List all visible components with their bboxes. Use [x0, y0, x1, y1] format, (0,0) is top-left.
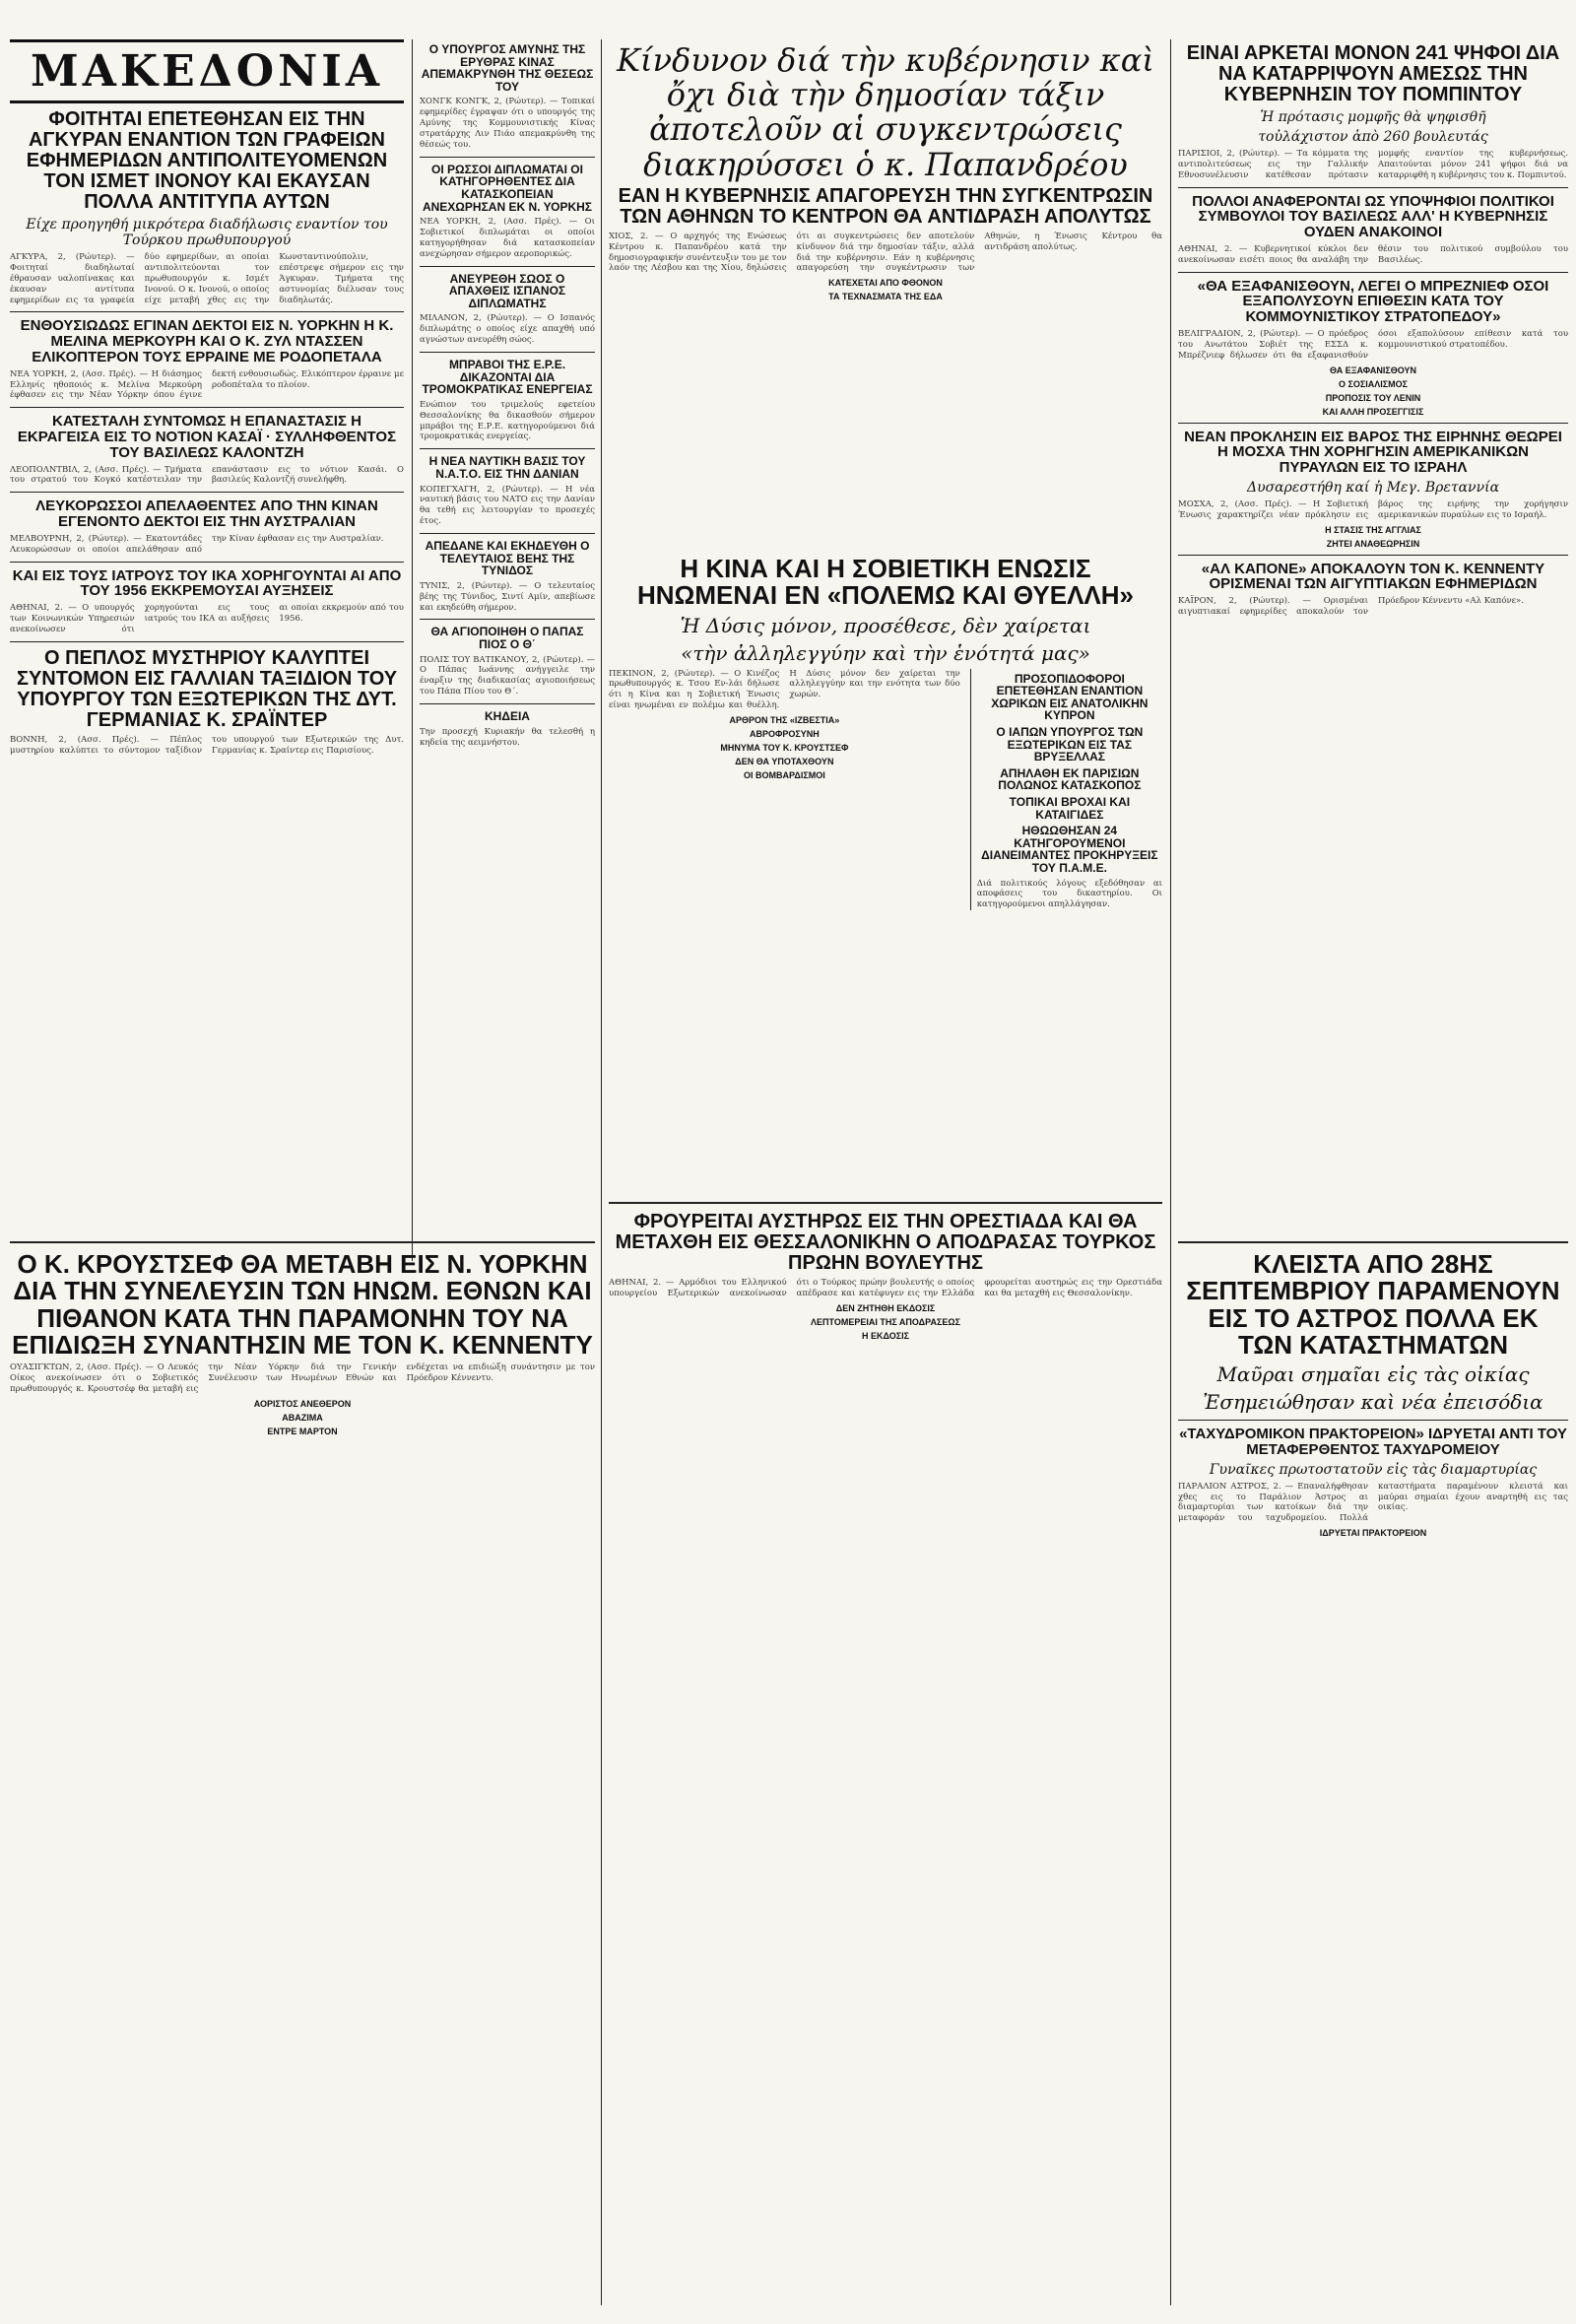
- section-label: ΙΔΡΥΕΤΑΙ ΠΡΑΚΤΟΡΕΙΟΝ: [1319, 1528, 1427, 1539]
- headline-al-capone: «ΑΛ ΚΑΠΟΝΕ» ΑΠΟΚΑΛΟΥΝ ΤΟΝ Κ. ΚΕΝΝΕΝΤΥ ΟΡΙΣΜΕΝΑΙ ΤΩΝ ΑΙΓΥΠΤΙΑΚΩΝ ΕΦΗΜΕΡΙΔΩΝ: [1201, 560, 1545, 593]
- section-label: ΚΑΤΕΧΕΤΑΙ ΑΠΟ ΦΘΟΝΟΝ: [828, 278, 943, 289]
- headline-white-russians: ΛΕΥΚΟΡΩΣΣΟΙ ΑΠΕΛΑΘΕΝΤΕΣ ΑΠΟ ΤΗΝ ΚΙΝΑΝ ΕΓΕΝΟΝΤΟ ΔΕΚΤΟΙ ΕΙΣ ΤΗΝ ΑΥΣΤΡΑΛΙΑΝ: [35, 498, 378, 530]
- headline-pompidou: ΕΙΝΑΙ ΑΡΚΕΤΑΙ ΜΟΝΟΝ 241 ΨΗΦΟΙ ΔΙΑ ΝΑ ΚΑΤΑΡΡΙΨΟΥΝ ΑΜΕΣΩΣ ΤΗΝ ΚΥΒΕΡΝΗΣΙΝ ΤΟΥ ΠΟΜΠΙΝΤΟΥ: [1186, 42, 1560, 105]
- article-body: ΤΥΝΙΣ, 2, (Ρώυτερ). — Ο τελευταίος βέης της Τύνιδος, Σιντί Αμίν, απεβίωσε και εκηδεύθη σήμερον.: [420, 580, 595, 613]
- headline-pope-pius: ΘΑ ΑΓΙΟΠΟΙΗΘΗ Ο ΠΑΠΑΣ ΠΙΟΣ Ο Θ΄: [430, 625, 584, 651]
- subheadline-black-flags: Μαῦραι σημαῖαι εἰς τὰς οἰκίας: [1216, 1362, 1530, 1387]
- headline-brezhnev: «ΘΑ ΕΞΑΦΑΝΙΣΘΟΥΝ, ΛΕΓΕΙ Ο ΜΠΡΕΖΝΙΕΦ ΟΣΟΙ ΕΞΑΠΟΛΥΣΟΥΝ ΕΠΙΘΕΣΙΝ ΚΑΤΑ ΤΟΥ ΚΟΜΜΟΥΝΙΣΤΙΚΟΥ ΣΤΡΑΤΟΠΕΔΟΥ»: [1197, 277, 1549, 326]
- headline-russian-diplomats: ΟΙ ΡΩΣΣΟΙ ΔΙΠΛΩΜΑΤΑΙ ΟΙ ΚΑΤΗΓΟΡΗΘΕΝΤΕΣ ΔΙΑ ΚΑΤΑΣΚΟΠΕΙΑΝ ΑΝΕΧΩΡΗΣΑΝ ΕΚ Ν. ΥΟΡΚΗΣ: [422, 162, 593, 214]
- article-body: Διά πολιτικούς λόγους εξεδόθησαν αι αποφάσεις του δικαστηρίου. Οι κατηγορούμενοι απηλλάγησαν.: [976, 878, 1162, 910]
- headline-lin-piao: Ο ΥΠΟΥΡΓΟΣ ΑΜΥΝΗΣ ΤΗΣ ΕΡΥΘΡΑΣ ΚΙΝΑΣ ΑΠΕΜΑΚΡΥΝΘΗ ΤΗΣ ΘΕΣΕΩΣ ΤΟΥ: [421, 42, 594, 94]
- headline-bey-tunis: ΑΠΕΔΑΝΕ ΚΑΙ ΕΚΗΔΕΥΘΗ Ο ΤΕΛΕΥΤΑΙΟΣ ΒΕΗΣ ΤΗΣ ΤΥΝΙΔΟΣ: [425, 539, 590, 578]
- article-body: ΒΟΝΝΗ, 2, (Ασσ. Πρές). — Πέπλος μυστηρίου καλύπτει το σύντομον ταξίδιον του υπουργού των Εξωτερικών της Δυτ. Γερμανίας κ. Σραίντερ εις Παρισίους.: [10, 734, 404, 756]
- section-label: Ο ΣΟΣΙΑΛΙΣΜΟΣ: [1338, 378, 1409, 389]
- section-label: ΛΕΠΤΟΜΕΡΕΙΑΙ ΤΗΣ ΑΠΟΔΡΑΣΕΩΣ: [811, 1316, 960, 1327]
- section-label: Η ΕΚΔΟΣΙΣ: [861, 1330, 910, 1341]
- subheadline-papandreou: ΕΑΝ Η ΚΥΒΕΡΝΗΣΙΣ ΑΠΑΓΟΡΕΥΣΗ ΤΗΝ ΣΥΓΚΕΝΤΡΩΣΙΝ ΤΩΝ ΑΘΗΝΩΝ ΤΟ ΚΕΝΤΡΟΝ ΘΑ ΑΝΤΙΔΡΑΣΗ ΑΠΟΛΥΤΩΣ: [618, 184, 1153, 228]
- astros-article: [1178, 1241, 1568, 2317]
- article-body: ΟΥΑΣΙΓΚΤΩΝ, 2, (Ασσ. Πρές). — Ο Λευκός Οίκος ανεκοίνωσεν ότι ο Σοβιετικός πρωθυπουργός κ. Κρουστσέφ θα μεταβή εις την Νέαν Υόρκην διά την Γενικήν Συνέλευσιν των Ηνωμένων Εθνών και ενδέχεται να επιδιώξη συνάντησιν με τον Πρόεδρον Κέννεντυ.: [10, 1362, 595, 1394]
- article-body: Την προσεχή Κυριακήν θα τελεσθή η κηδεία της αειμνήστου.: [420, 726, 595, 748]
- article-body: ΜΟΣΧΑ, 2, (Ασσ. Πρές). — Η Σοβιετική Ένωσις χαρακτηρίζει νέαν πρόκλησιν εις βάρος της ειρήνης την χορήγησιν αμερικανικών πυραύλων εις το Ισραήλ.: [1178, 498, 1568, 520]
- subheadline-britain: Δυσαρεστήθη καί ἡ Μεγ. Βρεταννία: [1246, 479, 1500, 496]
- headline-spanish-diplomat: ΑΝΕΥΡΕΘΗ ΣΩΟΣ Ο ΑΠΑΧΘΕΙΣ ΙΣΠΑΝΟΣ ΔΙΠΛΩΜΑΤΗΣ: [448, 271, 566, 310]
- headline-nato-base: Η ΝΕΑ ΝΑΥΤΙΚΗ ΒΑΣΙΣ ΤΟΥ Ν.Α.Τ.Ο. ΕΙΣ ΤΗΝ ΔΑΝΙΑΝ: [428, 454, 586, 481]
- article-body: ΒΕΛΙΓΡΑΔΙΟΝ, 2, (Ρώυτερ). — Ο πρόεδρος του Ανωτάτου Σοβιέτ της ΕΣΣΔ κ. Μπρέζνιεφ δήλωσεν ότι θα εξαφανισθούν όσοι εξαπολύσουν επίθεσιν κατά του κομμουνιστικού στρατοπέδου.: [1178, 328, 1568, 361]
- column-rule: [1170, 39, 1171, 2305]
- article-body: ΑΘΗΝΑΙ, 2. — Αρμόδιοι του Ελληνικού υπουργείου Εξωτερικών ανεκοίνωσαν ότι ο Τούρκος πρώην βουλευτής ο οποίος απέδρασε και κατέφυγεν εις την Ελλάδα φρουρείται αυστηρώς εις την Ορεστιάδα και θα μεταχθή εις Θεσσαλονίκην.: [609, 1278, 1162, 1298]
- section-label: ΑΡΘΡΟΝ ΤΗΣ «ΙΖΒΕΣΤΙΑ»: [729, 715, 840, 726]
- column-rule: [412, 39, 413, 1261]
- khrushchev-article: [10, 1241, 595, 2317]
- section-label: ΜΗΝΥΜΑ ΤΟΥ Κ. ΚΡΟΥΣΤΣΕΦ: [720, 743, 849, 754]
- article-body: ΜΕΛΒΟΥΡΝΗ, 2, (Ρώυτερ). — Εκατοντάδες Λευκορώσσων οι οποίοι απελάθησαν από την Κίναν έφθασαν εις την Αυστραλίαν.: [10, 533, 384, 555]
- subheadline-pompidou-2: τοὐλάχιστον ἀπὸ 260 βουλευτάς: [1258, 129, 1488, 145]
- masthead: ΜΑΚΕΔΟΝΙΑ: [10, 39, 404, 103]
- section-label: ΖΗΤΕΙ ΑΝΑΘΕΩΡΗΣΙΝ: [1326, 538, 1420, 549]
- article-body: ΚΟΠΕΓΧΑΓΗ, 2, (Ρώυτερ). — Η νέα ναυτική βάσις του ΝΑΤΟ εις την Δανίαν θα τεθή εις λειτουργίαν το προσεχές έτος.: [420, 484, 595, 527]
- headline-pame: ΗΘΩΩΘΗΣΑΝ 24 ΚΑΤΗΓΟΡΟΥΜΕΝΟΙ ΔΙΑΝΕΙΜΑΝΤΕΣ ΠΡΟΚΗΡΥΞΕΙΣ ΤΟΥ Π.Α.Μ.Ε.: [981, 824, 1158, 875]
- headline-ere: ΜΠΡΑΒΟΙ ΤΗΣ Ε.Ρ.Ε. ΔΙΚΑΖΟΝΤΑΙ ΔΙΑ ΤΡΟΜΟΚΡΑΤΙΚΑΣ ΕΝΕΡΓΕΙΑΣ: [422, 358, 593, 397]
- headline-ika-doctors: ΚΑΙ ΕΙΣ ΤΟΥΣ ΙΑΤΡΟΥΣ ΤΟΥ ΙΚΑ ΧΟΡΗΓΟΥΝΤΑΙ ΑΙ ΑΠΟ ΤΟΥ 1956 ΕΚΚΡΕΜΟΥΣΑΙ ΑΥΞΗΣΕΙΣ: [12, 566, 402, 600]
- section-label: ΔΕΝ ΘΑ ΥΠΟΤΑΧΘΟΥΝ: [735, 757, 834, 767]
- article-body: ΛΕΟΠΟΛΝΤΒΙΛ, 2, (Ασσ. Πρές). — Τμήματα του στρατού του Κογκό κατέστειλαν την επανάστασιν εις το νότιον Κασάι. Ο βασιλεύς Καλοντζή συνελήφθη.: [10, 464, 404, 486]
- headline-japanese-minister: Ο ΙΑΠΩΝ ΥΠΟΥΡΓΟΣ ΤΩΝ ΕΞΩΤΕΡΙΚΩΝ ΕΙΣ ΤΑΣ ΒΡΥΞΕΛΛΑΣ: [996, 724, 1144, 764]
- headline-storms: ΤΟΠΙΚΑΙ ΒΡΟΧΑΙ ΚΑΙ ΚΑΤΑΙΓΙΔΕΣ: [1009, 794, 1131, 822]
- section-label: ΔΕΝ ΖΗΤΗΘΗ ΕΚΔΟΣΙΣ: [835, 1302, 936, 1313]
- subheadline-solidarity: «τὴν ἀλληλεγγύην καὶ τὴν ἑνότητά μας»: [681, 640, 1090, 665]
- headline-funeral: ΚΗΔΕΙΑ: [485, 709, 530, 724]
- headline-china-ussr: Η ΚΙΝΑ ΚΑΙ Η ΣΟΒΙΕΤΙΚΗ ΕΝΩΣΙΣ ΗΝΩΜΕΝΑΙ ΕΝ «ΠΟΛΕΜΩ ΚΑΙ ΘΥΕΛΛΗ»: [636, 554, 1135, 611]
- headline-cyprus: ΠΡΟΣΟΠΙΔΟΦΟΡΟΙ ΕΠΕΤΕΘΗΣΑΝ ΕΝΑΝΤΙΟΝ ΧΩΡΙΚΩΝ ΕΙΣ ΑΝΑΤΟΛΙΚΗΝ ΚΥΠΡΟΝ: [991, 671, 1149, 723]
- article-body: ΧΙΟΣ, 2. — Ο αρχηγός της Ενώσεως Κέντρου κ. Παπανδρέου κατά την δημοσιογραφικήν συνέντευξιν του με τον λαόν της Λέσβου και της Χίου, δηλώσεις ότι αι συγκεντρώσεις δεν αποτελούν κίνδυνον διά την δημοσίαν τάξιν, αλλά διά την κυβέρνησιν. Εάν η κυβέρνησις απαγορεύση την συγκέντρωσιν των Αθηνών, η Ένωσις Κέντρου θα αντιδράση απολύτως.: [609, 231, 1162, 274]
- article-body: ΧΟΝΓΚ ΚΟΝΓΚ, 2, (Ρώυτερ). — Τοπικαί εφημερίδες έγραψαν ότι ο υπουργός της Αμύνης της Κομμουνιστικής Κίνας στρατάρχης Λιν Πιάο απεμακρύνθη της θέσεώς του.: [420, 97, 595, 150]
- section-label: ΑΒΡΟΦΡΟΣΥΝΗ: [749, 729, 820, 740]
- headline-students-ankara: ΦΟΙΤΗΤΑΙ ΕΠΕΤΕΘΗΣΑΝ ΕΙΣ ΤΗΝ ΑΓΚΥΡΑΝ ΕΝΑΝΤΙΟΝ ΤΩΝ ΓΡΑΦΕΙΩΝ ΕΦΗΜΕΡΙΔΩΝ ΑΝΤΙΠΟΛΙΤΕΥΟΜΕΝΩΝ ΤΟΝ ΙΣΜΕΤ ΙΝΟΝΟΥ ΚΑΙ ΕΚΑΥΣΑΝ ΠΟΛΛΑ ΑΝΤΙΤΥΠΑ ΑΥΤΩΝ: [26, 108, 388, 213]
- headline-post-office: «ΤΑΧΥΔΡΟΜΙΚΟΝ ΠΡΑΚΤΟΡΕΙΟΝ» ΙΔΡΥΕΤΑΙ ΑΝΤΙ ΤΟΥ ΜΕΤΑΦΕΡΘΕΝΤΟΣ ΤΑΧΥΔΡΟΜΕΙΟΥ: [1179, 1426, 1567, 1458]
- section-label: ΟΙ ΒΟΜΒΑΡΔΙΣΜΟΙ: [744, 770, 825, 781]
- article-body: ΑΘΗΝΑΙ, 2. — Κυβερνητικοί κύκλοι δεν ανεκοίνωσαν εισέτι ποιος θα αναλάβη την θέσιν του πολιτικού συμβούλου του Βασιλέως.: [1178, 243, 1568, 265]
- article-body: ΠΕΚΙΝΟΝ, 2, (Ρώυτερ). — Ο Κινέζος πρωθυπουργός κ. Τσου Εν-λάι δήλωσε ότι η Κίνα και η Σοβιετική Ένωσις είναι ηνωμέναι εν πολέμω και θυέλλη. Η Δύσις μόνον δεν χαίρεται την αλληλεγγύην και την ενότητα των δύο χωρών.: [609, 668, 960, 711]
- headline-king-advisors: ΠΟΛΛΟΙ ΑΝΑΦΕΡΟΝΤΑΙ ΩΣ ΥΠΟΨΗΦΙΟΙ ΠΟΛΙΤΙΚΟΙ ΣΥΜΒΟΥΛΟΙ ΤΟΥ ΒΑΣΙΛΕΩΣ ΑΛΛ' Η ΚΥΒΕΡΝΗΣΙΣ ΟΥΔΕΝ ΑΝΑΚΟΙΝΟΙ: [1192, 192, 1554, 241]
- papandreou-article: [609, 39, 1162, 532]
- headline-merkouri: ΕΝΘΟΥΣΙΩΔΩΣ ΕΓΙΝΑΝ ΔΕΚΤΟΙ ΕΙΣ Ν. ΥΟΡΚΗΝ Η Κ. ΜΕΛΙΝΑ ΜΕΡΚΟΥΡΗ ΚΑΙ Ο Κ. ΖΥΛ ΝΤΑΣΣΕΝ ΕΛΙΚΟΠΤΕΡΟΝ ΤΟΥΣ ΕΡΡΑΙΝΕ ΜΕ ΡΟΔΟΠΕΤΑΛΑ: [20, 317, 394, 365]
- headline-khrushchev: Ο Κ. ΚΡΟΥΣΤΣΕΦ ΘΑ ΜΕΤΑΒΗ ΕΙΣ Ν. ΥΟΡΚΗΝ ΔΙΑ ΤΗΝ ΣΥΝΕΛΕΥΣΙΝ ΤΩΝ ΗΝΩΜ. ΕΘΝΩΝ ΚΑΙ ΠΙΘΑΝΟΝ ΚΑΤΑ ΤΗΝ ΠΑΡΑΜΟΝΗΝ ΤΟΥ ΝΑ ΕΠΙΔΙΩΞΗ ΣΥΝΑΝΤΗΣΙΝ ΜΕ ΤΟΝ Κ. ΚΕΝΝΕΝΤΥ: [12, 1249, 593, 1360]
- section-label: ΚΑΙ ΑΛΛΗ ΠΡΟΣΕΓΓΙΣΙΣ: [1322, 406, 1424, 417]
- section-label: Η ΣΤΑΣΙΣ ΤΗΣ ΑΓΓΛΙΑΣ: [1325, 524, 1421, 535]
- article-body: ΑΘΗΝΑΙ, 2. — Ο υπουργός των Κοινωνικών Υπηρεσιών ανεκοίνωσεν ότι χορηγούνται εις τους ιατρούς του ΙΚΑ αι αυξήσεις αι οποίαι εκκρεμούν από του 1956.: [10, 603, 404, 634]
- subheadline-women: Γυναῖκες πρωτοστατοῦν εἰς τὰς διαμαρτυρίας: [1209, 1461, 1538, 1478]
- subheadline-students: Είχε προηγηθή μικρότερα διαδήλωσις εναντίον του Τούρκου πρωθυπουργού: [26, 217, 388, 248]
- article-body: ΚΑΪΡΟΝ, 2, (Ρώυτερ). — Ορισμέναι αιγυπτιακαί εφημερίδες αποκαλούν τον Πρόεδρον Κέννεντυ «Αλ Καπόνε».: [1178, 596, 1524, 617]
- headline-kasai: ΚΑΤΕΣΤΑΛΗ ΣΥΝΤΟΜΩΣ Η ΕΠΑΝΑΣΤΑΣΙΣ Η ΕΚΡΑΓΕΙΣΑ ΕΙΣ ΤΟ ΝΟΤΙΟΝ ΚΑΣΑΪ · ΣΥΛΛΗΦΘΕΝΤΟΣ ΤΟΥ ΒΑΣΙΛΕΩΣ ΚΑΛΟΝΤΖΗ: [17, 413, 397, 461]
- subheadline-incidents: Ἐσημειώθησαν καὶ νέα ἐπεισόδια: [1203, 1390, 1543, 1415]
- headline-astros: ΚΛΕΙΣΤΑ ΑΠΟ 28ΗΣ ΣΕΠΤΕΜΒΡΙΟΥ ΠΑΡΑΜΕΝΟΥΝ ΕΙΣ ΤΟ ΑΣΤΡΟΣ ΠΟΛΛΑ ΕΚ ΤΩΝ ΚΑΤΑΣΤΗΜΑΤΩΝ: [1186, 1249, 1560, 1360]
- article-body: ΜΙΛΑΝΟΝ, 2, (Ρώυτερ). — Ο Ισπανός διπλωμάτης ο οποίος είχε απαχθή υπό αγνώστων ανευρέθη σώος.: [420, 313, 595, 346]
- turkish-mp-article: [609, 1202, 1162, 2317]
- article-body: ΑΓΚΥΡΑ, 2, (Ρώυτερ). — Φοιτηταί διαδηλωταί έθραυσαν υαλοπίνακας και έκαυσαν αντίτυπα εφημερίδων εις τα γραφεία δύο εφημερίδων, αι οποίαι αντιπολιτεύονται τον πρωθυπουργόν κ. Ισμέτ Ινονού. Ο κ. Ινονού, ο οποίος είχε μεταβή χθες εις την Κωνσταντινούπολιν, επέστρεψε σήμερον εις την Άγκυραν. Τμήματα της αστυνομίας διέλυσαν τους διαδηλωτάς.: [10, 252, 404, 305]
- column-rule: [601, 39, 602, 2305]
- article-body: ΝΕΑ ΥΟΡΚΗ, 2, (Ασσ. Πρές). — Οι Σοβιετικοί διπλωμάται οι οποίοι κατηγορήθησαν διά κατασκοπείαν ανεχώρησαν σήμερον αεροπορικώς.: [420, 217, 595, 259]
- section-label: ΤΑ ΤΕΧΝΑΣΜΑΤΑ ΤΗΣ ΕΔΑ: [828, 292, 943, 302]
- article-body: ΠΑΡΑΛΙΟΝ ΑΣΤΡΟΣ, 2. — Επαναλήφθησαν χθες εις το Παράλιον Άστρος αι διαμαρτυρίαι των κατοίκων διά την μεταφοράν του ταχυδρομείου. Πολλά καταστήματα παραμένουν κλειστά και μαύραι σημαίαι έχουν αναρτηθή εις τας οικίας.: [1178, 1481, 1568, 1524]
- article-body: ΠΑΡΙΣΙΟΙ, 2, (Ρώυτερ). — Τα κόμματα της αντιπολιτεύσεως εις την Γαλλικήν Εθνοσυνέλευσιν κατέθεσαν πρότασιν μομφής εναντίον της κυβερνήσεως. Απαιτούνται μόνον 241 ψήφοι διά να καταρριφθή η κυβέρνησις του κ. Πομπιντού.: [1178, 149, 1568, 180]
- china-ussr-article: [609, 552, 1162, 1202]
- left-column: [10, 39, 404, 1261]
- section-label: ΑΟΡΙΣΤΟΣ ΑΝΕΘΕΡΟΝ: [253, 1398, 352, 1409]
- headline-papandreou: Κίνδυνον διά τὴν κυβέρνησιν καὶ ὄχι διὰ τὴν δημοσίαν τάξιν ἀποτελοῦν αἱ συγκεντρώσεις διακηρύσσει ὁ κ. Παπανδρέου: [617, 41, 1154, 183]
- subheadline-west: Ἡ Δύσις μόνον, προσέθεσε, δὲν χαίρεται: [680, 613, 1091, 637]
- section-label: ΑΒΑΖΙΜΑ: [282, 1412, 323, 1423]
- section-label: ΘΑ ΕΞΑΦΑΝΙΣΘΟΥΝ: [1329, 365, 1417, 375]
- headline-israel-missiles: ΝΕΑΝ ΠΡΟΚΛΗΣΙΝ ΕΙΣ ΒΑΡΟΣ ΤΗΣ ΕΙΡΗΝΗΣ ΘΕΩΡΕΙ Η ΜΟΣΧΑ ΤΗΝ ΧΟΡΗΓΗΣΙΝ ΑΜΕΡΙΚΑΝΙΚΩΝ ΠΥΡΑΥΛΩΝ ΕΙΣ ΤΟ ΙΣΡΑΗΛ: [1184, 428, 1562, 476]
- section-label: ΠΡΟΠΟΣΙΣ ΤΟΥ ΛΕΝΙΝ: [1325, 392, 1421, 403]
- subheadline-pompidou-1: Ἡ πρότασις μομφῆς θὰ ψηφισθῆ: [1260, 109, 1486, 125]
- right-column: [1178, 39, 1568, 1261]
- headline-turkish-mp: ΦΡΟΥΡΕΙΤΑΙ ΑΥΣΤΗΡΩΣ ΕΙΣ ΤΗΝ ΟΡΕΣΤΙΑΔΑ ΚΑΙ ΘΑ ΜΕΤΑΧΘΗ ΕΙΣ ΘΕΣΣΑΛΟΝΙΚΗΝ Ο ΑΠΟΔΡΑΣΑΣ ΤΟΥΡΚΟΣ ΠΡΩΗΝ ΒΟΥΛΕΥΤΗΣ: [615, 1211, 1156, 1274]
- article-body: ΝΕΑ ΥΟΡΚΗ, 2, (Ασσ. Πρές). — Η διάσημος Ελληνίς ηθοποιός κ. Μελίνα Μερκούρη έφθασεν εις την Νέαν Υόρκην όπου έγινε δεκτή ενθουσιωδώς. Ελικόπτερον έρραινε με ροδοπέταλα το πλοίον.: [10, 368, 404, 401]
- article-body: ΠΟΛΙΣ ΤΟΥ ΒΑΤΙΚΑΝΟΥ, 2, (Ρώυτερ). — Ο Πάπας Ιωάννης ανήγγειλε την έναρξιν της διαδικασίας αγιοποιήσεως του Πάπα Πίου του Θ΄.: [420, 654, 595, 697]
- headline-schroeder: Ο ΠΕΠΛΟΣ ΜΥΣΤΗΡΙΟΥ ΚΑΛΥΠΤΕΙ ΣΥΝΤΟΜΟΝ ΕΙΣ ΓΑΛΛΙΑΝ ΤΑΞΙΔΙΟΝ ΤΟΥ ΥΠΟΥΡΓΟΥ ΤΩΝ ΕΞΩΤΕΡΙΚΩΝ ΤΗΣ ΔΥΤ. ΓΕΡΜΑΝΙΑΣ Κ. ΣΡΑΪΝΤΕΡ: [16, 646, 398, 731]
- headline-polish-spy: ΑΠΗΛΑΘΗ ΕΚ ΠΑΡΙΣΙΩΝ ΠΟΛΩΝΟΣ ΚΑΤΑΣΚΟΠΟΣ: [998, 765, 1142, 793]
- article-body: Ενώπιον του τριμελούς εφετείου Θεσσαλονίκης θα δικασθούν σήμερον μπράβοι της Ε.Ρ.Ε. κατηγορούμενοι διά τρομοκρατικάς ενεργείας.: [420, 399, 595, 442]
- section-label: ΕΝΤΡΕ ΜΑΡΤΟΝ: [267, 1426, 338, 1436]
- second-column: [420, 39, 595, 1261]
